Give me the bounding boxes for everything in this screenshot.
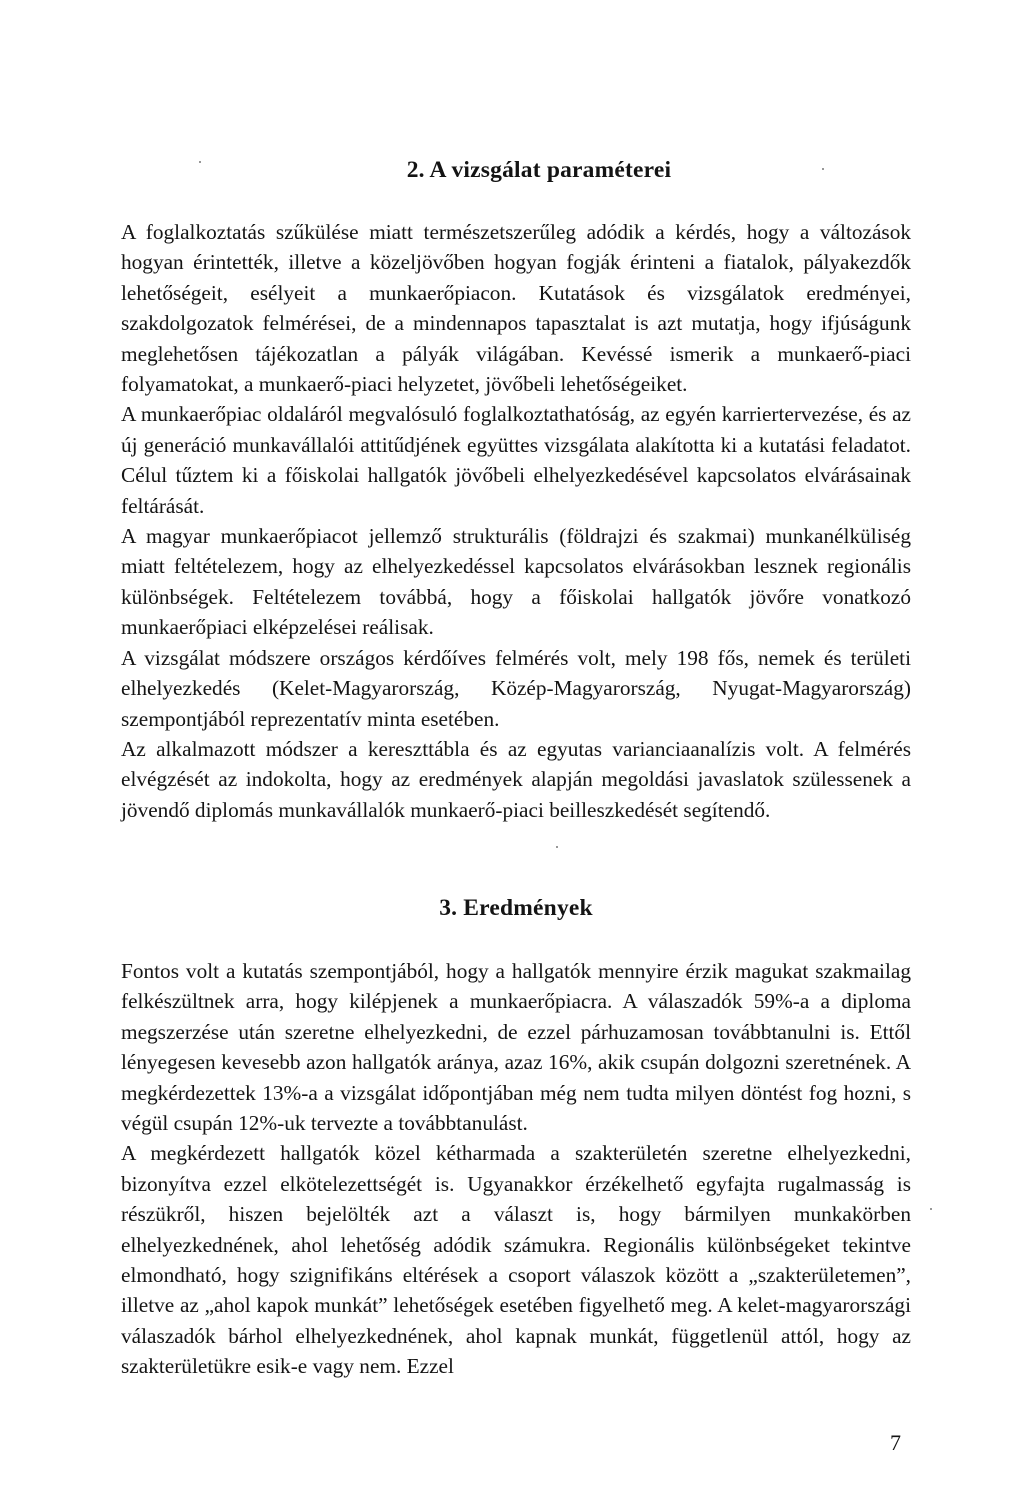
section-2-paragraph: A foglalkoztatás szűkülése miatt természetszerűleg adódik a kérdés, hogy a változások hogyan érintették, illetve a közeljövőben hogyan fogják érinteni a fiatalok, pályakezdők lehetőségeit, esélyeit a munkaerőpiacon. Kutatások és vizsgálatok eredményei, szakdolgozatok felmérései, de a mindennapos tapasztalat is azt mutatja, hogy ifjúságunk meglehetősen tájékozatlan a pályák világában. Kevéssé ismerik a munkaerő-piaci folyamatokat, a munkaerő-piaci helyzetet, jövőbeli lehetőségeiket. <box>121 220 911 397</box>
section-2-paragraph: Az alkalmazott módszer a kereszttábla és az egyutas varianciaanalízis volt. A felmérés elvégzését az indokolta, hogy az eredmények alapján megoldási javaslatok szülessenek a jövendő diplomás munkavállalók munkaerő-piaci beilleszkedését segítendő. <box>121 736 911 822</box>
section-3-paragraph: A megkérdezett hallgatók közel kétharmada a szakterületén szeretne elhelyezkedni, bizonyítva ezzel elkötelezettségét is. Ugyanakkor érzékelhető egyfajta rugalmasság is részükről, hiszen bejelölték azt a választ is, hogy bármilyen munkakörben elhelyezkednének, ahol lehetőség adódik számukra. Regionális különbségeket tekintve elmondható, hogy szignifikáns eltérések a csoport válaszok között a „szakterületemen”, illetve az „ahol kapok munkát” lehetőségek esetében figyelhető meg. A kelet-magyarországi válaszadók bárhol elhelyezkednének, ahol kapnak munkát, függetlenül attól, hogy az szakterületükre esik-e vagy nem. Ezzel <box>121 1141 911 1379</box>
section-2-paragraph: A munkaerőpiac oldaláról megvalósuló foglalkoztathatóság, az egyén karriertervezése, és az új generáció munkavállalói attitűdjének együttes vizsgálata alakította ki a kutatási feladatot. Célul tűztem ki a főiskolai hallgatók jövőbeli elhelyezkedésével kapcsolatos elvárásainak feltárását. <box>121 402 911 518</box>
section-2-paragraph: A vizsgálat módszere országos kérdőíves felmérés volt, mely 198 fős, nemek és területi elhelyezkedés (Kelet-Magyarország, Közép-Magyarország, Nyugat-Magyarország) szempontjából reprezentatív minta esetében. <box>121 645 911 731</box>
section-2 <box>121 157 911 825</box>
scan-speck <box>930 1208 932 1210</box>
section-2-title: 2. A vizsgálat paraméterei <box>406 157 672 183</box>
section-3-paragraph: Fontos volt a kutatás szempontjából, hogy a hallgatók mennyire érzik magukat szakmailag felkészültnek arra, hogy kilépjenek a munkaerőpiacra. A válaszadók 59%-a a diploma megszerzése után szeretne elhelyezkedni, de ezzel párhuzamosan továbbtanulni is. Ettől lényegesen kevesebb azon hallgatók aránya, azaz 16%, akik csupán dolgozni szeretnének. A megkérdezettek 13%-a a vizsgálat időpontjában még nem tudta milyen döntést fog hozni, s végül csupán 12%-uk tervezte a továbbtanulást. <box>121 959 911 1136</box>
section-3 <box>121 895 911 1382</box>
section-3-title: 3. Eredmények <box>439 895 593 921</box>
section-2-paragraph: A magyar munkaerőpiacot jellemző strukturális (földrajzi és szakmai) munkanélküliség miatt feltételezem, hogy az elhelyezkedéssel kapcsolatos elvárásokban lesznek regionális különbségek. Feltételezem továbbá, hogy a főiskolai hallgatók jövőre vonatkozó munkaerőpiaci elképzelései reálisak. <box>121 524 911 640</box>
page-number: 7 <box>890 1430 901 1455</box>
scan-speck <box>556 846 558 848</box>
